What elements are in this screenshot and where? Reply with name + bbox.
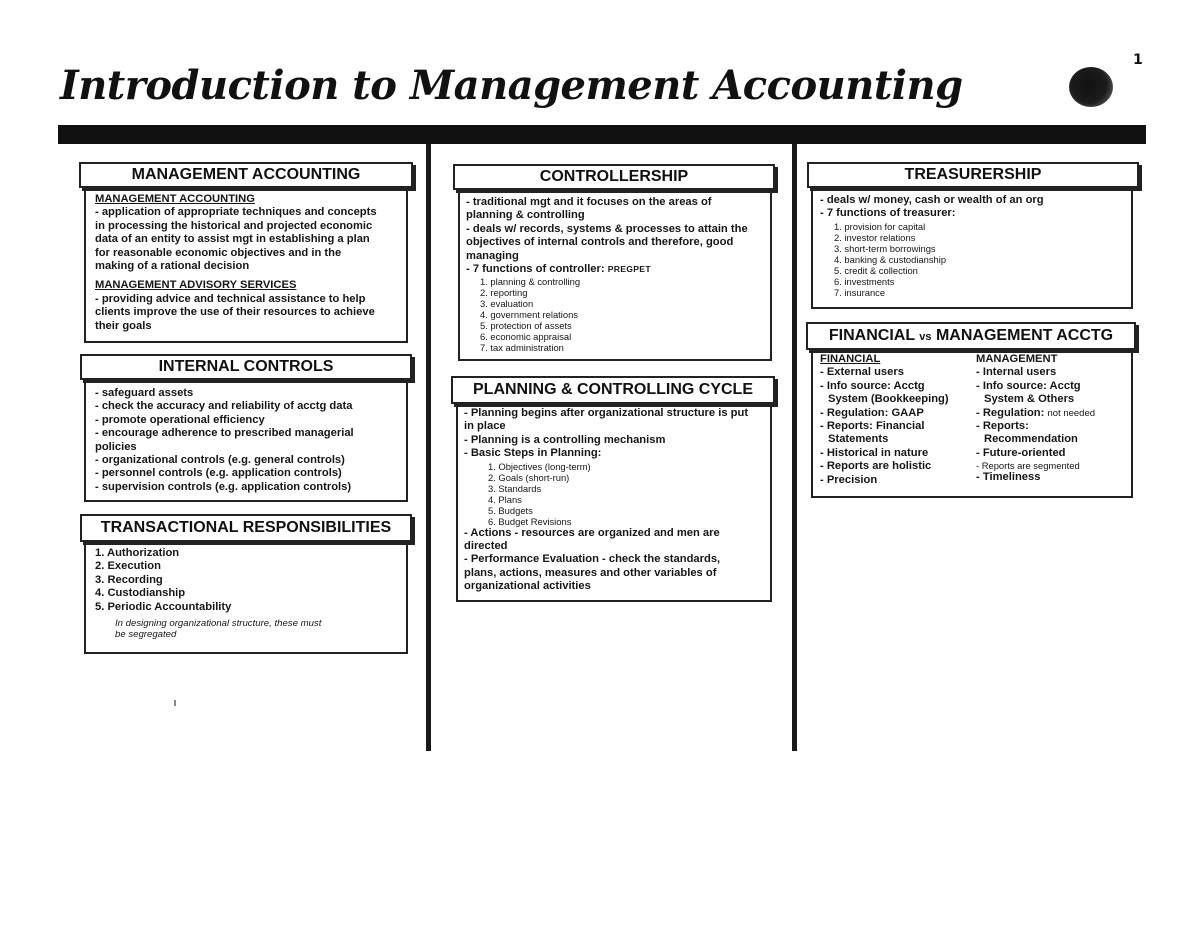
stray-mark — [174, 700, 176, 706]
treasurer-function: 4. banking & custodianship — [834, 253, 947, 265]
definition-line: - application of appropriate techniques and concepts — [95, 206, 377, 219]
controller-function: 3. evaluation — [480, 298, 534, 310]
financial-label: FINANCIAL — [820, 353, 881, 365]
controllership-heading: CONTROLLERSHIP — [453, 164, 775, 190]
financial-column — [820, 353, 970, 487]
list-item: - safeguard assets — [95, 387, 194, 399]
planning-step: 2. Goals (short-run) — [488, 471, 570, 483]
planning-line: in place — [464, 420, 506, 433]
planning-line: plans, actions, measures and other variables of — [464, 566, 717, 579]
management-item: System & Others — [984, 393, 1075, 406]
controller-function: 4. government relations — [480, 309, 578, 321]
management-item: - Reports: — [976, 420, 1029, 433]
management-item: - Info source: Acctg — [976, 379, 1081, 392]
treasurer-function: 1. provision for capital — [834, 220, 926, 232]
management-item: - Regulation: — [976, 406, 1045, 419]
controllership-line: - traditional mgt and it focuses on the areas of — [466, 196, 712, 208]
planning-line: - Planning is a controlling mechanism — [464, 433, 666, 446]
list-item: - personnel controls (e.g. application controls) — [95, 467, 342, 480]
controllership-content — [466, 196, 766, 353]
comparison-heading-management: MANAGEMENT ACCTG — [935, 327, 1114, 344]
treasurer-function: 7. insurance — [834, 286, 886, 298]
internal-controls-list — [95, 387, 400, 494]
header-bar — [58, 125, 1146, 144]
treasurership-content — [820, 194, 1125, 298]
management-item: Recommendation — [984, 433, 1078, 446]
advisory-services-subheading: MANAGEMENT ADVISORY SERVICES — [95, 279, 297, 292]
controllership-line: - deals w/ records, systems & processes to attain the — [466, 222, 748, 235]
treasurership-heading: TREASURERSHIP — [807, 162, 1139, 188]
segregation-note: In designing organizational structure, these must — [115, 618, 322, 630]
list-item: 1. Authorization — [95, 547, 180, 559]
list-item: - promote operational efficiency — [95, 413, 265, 426]
financial-item: - Historical in nature — [820, 446, 929, 459]
controller-function: 5. protection of assets — [480, 320, 572, 332]
treasurer-function: 5. credit & collection — [834, 264, 918, 276]
definition-line: data of an entity to assist mgt in establishing a plan — [95, 233, 370, 246]
planning-line: organizational activities — [464, 580, 591, 593]
list-item: - check the accuracy and reliability of acctg data — [95, 400, 353, 413]
financial-item: - Regulation: GAAP — [820, 406, 924, 419]
management-accounting-heading: MANAGEMENT ACCOUNTING — [79, 162, 413, 188]
definition-line: for reasonable economic objectives and in the — [95, 246, 342, 259]
advisory-line: clients improve the use of their resources to achieve — [95, 306, 375, 319]
transactional-responsibilities-list — [95, 547, 400, 640]
planning-line: - Planning begins after organizational structure is put — [464, 407, 749, 419]
treasurer-function: 3. short-term borrowings — [834, 242, 936, 254]
management-item: - Timeliness — [976, 471, 1041, 484]
planning-step: 4. Plans — [488, 493, 522, 505]
management-label: MANAGEMENT — [976, 353, 1058, 365]
controller-function: 7. tax administration — [480, 342, 564, 354]
page-number: 1 — [1133, 52, 1143, 68]
definition-line: making of a rational decision — [95, 260, 250, 273]
column-divider-left — [426, 144, 431, 751]
management-item: - Reports are segmented — [976, 460, 1080, 472]
planning-cycle-content — [464, 407, 764, 594]
controller-functions-label: - 7 functions of controller: — [466, 263, 605, 276]
treasurership-line: - deals w/ money, cash or wealth of an org — [820, 194, 1044, 206]
management-item-note: not needed — [1047, 407, 1096, 419]
financial-item: Statements — [828, 433, 889, 446]
financial-item: - External users — [820, 366, 904, 379]
comparison-heading-vs: vs — [919, 331, 932, 343]
page-title: Introduction to Management Accounting — [60, 62, 963, 109]
financial-item: System (Bookkeeping) — [828, 393, 949, 406]
ink-blot — [1069, 67, 1113, 107]
planning-step: 6. Budget Revisions — [488, 515, 572, 527]
management-accounting-subheading: MANAGEMENT ACCOUNTING — [95, 193, 255, 205]
planning-cycle-heading: PLANNING & CONTROLLING CYCLE — [451, 376, 775, 404]
column-divider-right — [792, 144, 797, 751]
controller-function: 1. planning & controlling — [480, 276, 581, 288]
controller-function: 6. economic appraisal — [480, 331, 572, 343]
list-item: 3. Recording — [95, 573, 163, 586]
management-column — [976, 353, 1126, 485]
controllership-line: planning & controlling — [466, 209, 585, 222]
comparison-heading — [806, 322, 1136, 350]
management-item: - Internal users — [976, 366, 1057, 379]
controller-function: 2. reporting — [480, 287, 528, 299]
advisory-line: - providing advice and technical assistance to help — [95, 292, 366, 305]
management-item: - Future-oriented — [976, 446, 1066, 459]
list-item: - encourage adherence to prescribed managerial — [95, 427, 354, 440]
controllership-line: objectives of internal controls and therefore, good — [466, 236, 734, 249]
planning-line: - Actions - resources are organized and men are — [464, 526, 720, 539]
management-accounting-content — [95, 193, 400, 333]
planning-line: directed — [464, 540, 508, 553]
transactional-responsibilities-heading: TRANSACTIONAL RESPONSIBILITIES — [80, 514, 412, 542]
pregpet-mnemonic: PREGPET — [607, 264, 651, 275]
definition-line: in processing the historical and projected economic — [95, 219, 373, 232]
planning-step: 5. Budgets — [488, 504, 533, 516]
financial-item: - Precision — [820, 473, 878, 486]
internal-controls-heading: INTERNAL CONTROLS — [80, 354, 412, 380]
list-item: - organizational controls (e.g. general controls) — [95, 454, 345, 467]
list-item: policies — [95, 440, 137, 453]
advisory-line: their goals — [95, 319, 152, 332]
comparison-heading-financial: FINANCIAL — [828, 327, 915, 344]
planning-step: 1. Objectives (long-term) — [488, 460, 591, 472]
list-item: 2. Execution — [95, 560, 161, 573]
controllership-line: managing — [466, 249, 519, 262]
planning-line: - Basic Steps in Planning: — [464, 447, 602, 460]
list-item: 5. Periodic Accountability — [95, 600, 232, 613]
treasurer-function: 2. investor relations — [834, 231, 916, 243]
financial-item: - Info source: Acctg — [820, 379, 925, 392]
treasurer-function: 6. investments — [834, 275, 895, 287]
planning-step: 3. Standards — [488, 482, 542, 494]
treasurer-functions-label: - 7 functions of treasurer: — [820, 207, 956, 220]
financial-item: - Reports: Financial — [820, 420, 925, 433]
segregation-note: be segregated — [115, 629, 177, 641]
list-item: 4. Custodianship — [95, 587, 186, 600]
list-item: - supervision controls (e.g. application controls) — [95, 480, 352, 493]
planning-line: - Performance Evaluation - check the standards, — [464, 553, 721, 566]
financial-item: - Reports are holistic — [820, 460, 932, 473]
